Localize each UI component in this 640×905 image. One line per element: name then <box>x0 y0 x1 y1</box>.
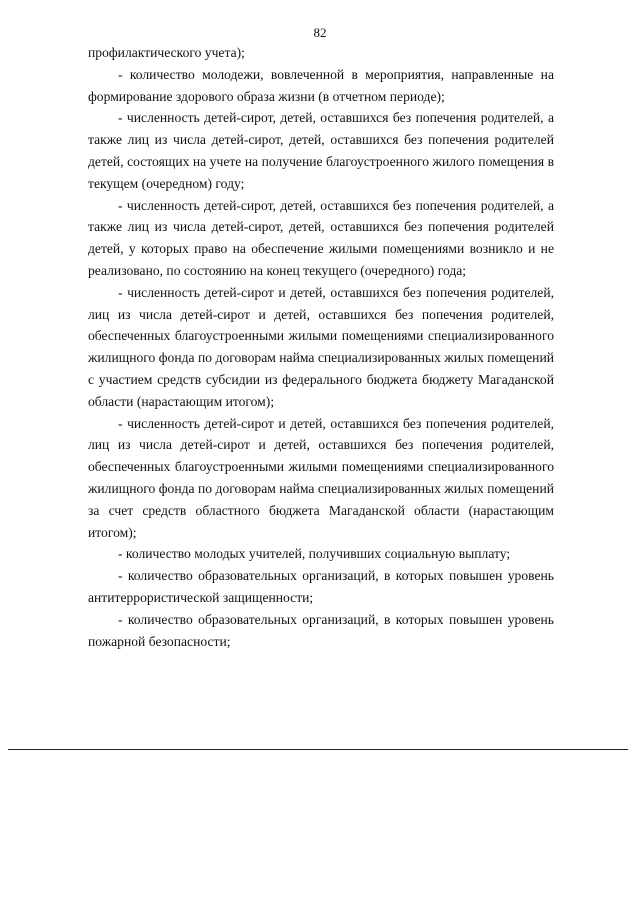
document-body <box>88 42 554 652</box>
paragraph: - количество молодежи, вовлеченной в мероприятия, направленные на формирование здорового образа жизни (в отчетном периоде); <box>88 66 554 104</box>
page-number: 82 <box>313 25 327 40</box>
paragraph: - количество образовательных организаций, в которых повышен уровень антитеррористической защищенности; <box>88 568 554 605</box>
paragraph: профилактического учета); <box>88 45 245 60</box>
paragraph: - количество молодых учителей, получивших социальную выплату; <box>118 546 511 562</box>
paragraph: - численность детей-сирот, детей, оставшихся без попечения родителей, а также лиц из числа детей-сирот, детей, оставшихся без попечения родителей детей, состоящих на учете на получение благоустроенного жилого помещения в текущем (очередном) году; <box>88 110 554 191</box>
paragraph: - численность детей-сирот и детей, оставшихся без попечения родителей, лиц из числа детей-сирот и детей, оставшихся без попечения родителей, обеспеченных благоустроенными жилыми помещениями специализированного жилищного фонда по договорам найма специализированных жилых помещений за счет средств областного бюджета Магаданской области (нарастающим итогом); <box>88 415 554 540</box>
paragraph: - численность детей-сирот, детей, оставшихся без попечения родителей, а также лиц из числа детей-сирот, детей, оставшихся без попечения родителей детей, у которых право на обеспечение жилыми помещениями возникло и не реализовано, по состоянию на конец текущего (очередного) года; <box>88 197 554 278</box>
paragraph: - количество образовательных организаций, в которых повышен уровень пожарной безопасности; <box>88 611 554 649</box>
paragraph: - численность детей-сирот и детей, оставшихся без попечения родителей, лиц из числа детей-сирот и детей, оставшихся без попечения родителей, обеспеченных благоустроенными жилыми помещениями специализированного жилищного фонда по договорам найма специализированных жилых помещений с участием средств субсидии из федерального бюджета бюджету Магаданской области (нарастающим итогом); <box>88 284 554 409</box>
footer-divider <box>8 749 628 750</box>
